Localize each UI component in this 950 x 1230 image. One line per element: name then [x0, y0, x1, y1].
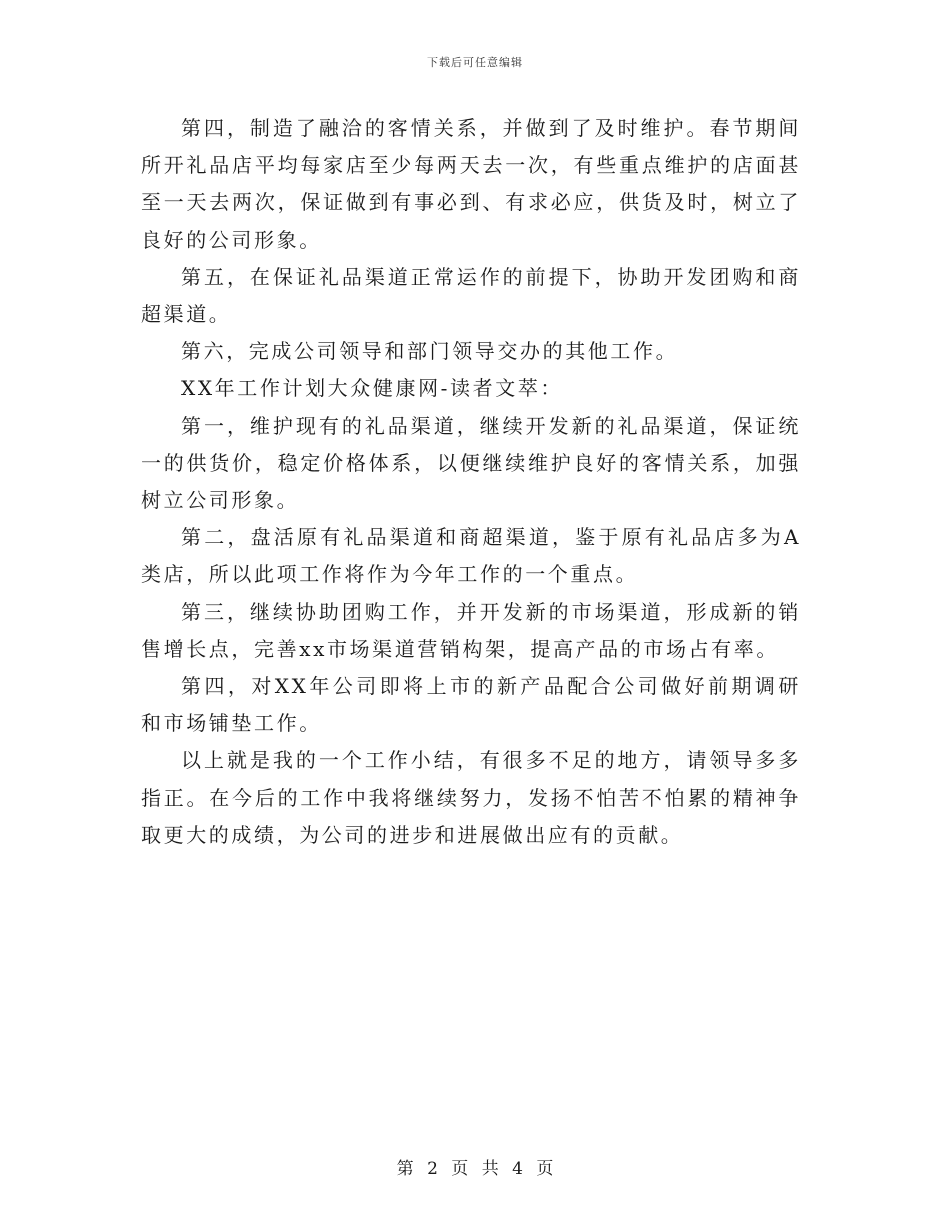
paragraph-conclusion: 以上就是我的一个工作小结，有很多不足的地方，请领导多多指正。在今后的工作中我将继续努力，发扬不怕苦不怕累的精神争取更大的成绩，为公司的进步和进展做出应有的贡献。 — [141, 748, 801, 847]
paragraph-plan-third: 第三，继续协助团购工作，并开发新的市场渠道，形成新的销售增长点，完善xx市场渠道营销构架，提高产品的市场占有率。 — [141, 599, 801, 661]
paragraph-plan-first: 第一，维护现有的礼品渠道，继续开发新的礼品渠道，保证统一的供货价，稳定价格体系，以便继续维护良好的客情关系，加强树立公司形象。 — [141, 413, 801, 513]
page-header-note: 下载后可任意编辑 — [427, 56, 523, 69]
paragraph-fifth-channels: 第五，在保证礼品渠道正常运作的前提下，协助开发团购和商超渠道。 — [141, 264, 801, 327]
paragraph-plan-fourth: 第四，对XX年公司即将上市的新产品配合公司做好前期调研和市场铺垫工作。 — [141, 674, 801, 736]
paragraph-fourth-customer-relations: 第四，制造了融洽的客情关系，并做到了及时维护。春节期间所开礼品店平均每家店至少每两天去一次，有些重点维护的店面甚至一天去两次，保证做到有事必到、有求必应，供货及时，树立了良好的公司形象。 — [141, 116, 801, 252]
paragraph-sixth-other-tasks: 第六，完成公司领导和部门领导交办的其他工作。 — [181, 339, 679, 364]
paragraph-plan-second: 第二，盘活原有礼品渠道和商超渠道，鉴于原有礼品店多为A类店，所以此项工作将作为今年工作的一个重点。 — [141, 525, 801, 587]
page-number-footer: 第 2 页 共 4 页 — [396, 1159, 554, 1179]
document-body — [141, 110, 801, 854]
paragraph-work-plan-heading: XX年工作计划大众健康网-读者文萃： — [181, 376, 564, 401]
